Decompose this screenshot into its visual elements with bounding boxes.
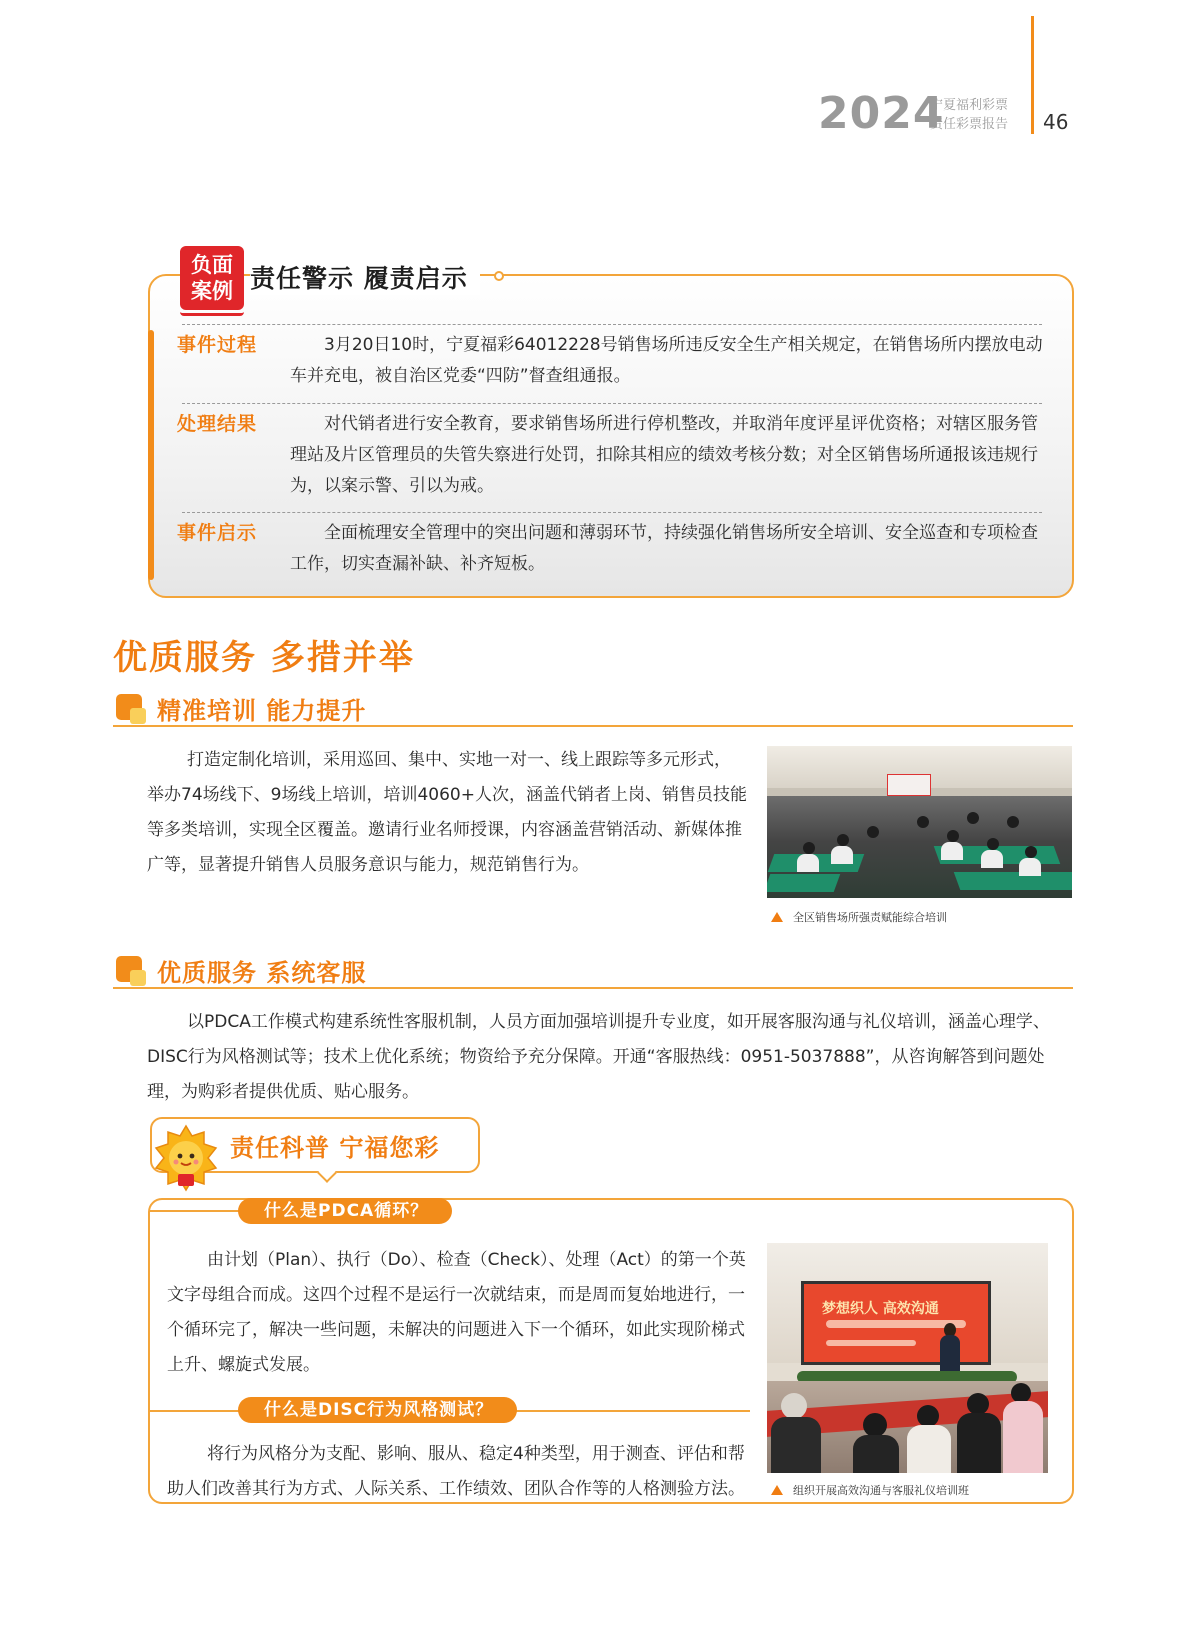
report-year: 2024	[818, 88, 945, 139]
badge-line2: 案例	[191, 279, 233, 303]
case-title-dot	[494, 271, 504, 281]
case-text-result: 对代销者进行安全教育，要求销售场所进行停机整改，并取消年度评星评优资格；对辖区服务管理站及片区管理员的失管失察进行处罚，扣除其相应的绩效考核分数；对全区销售场所通报该违规行为，以案示警、引以为戒。	[290, 414, 1038, 496]
subsection-square-icon	[116, 694, 142, 720]
pdca-paragraph: 由计划（Plan）、执行（Do）、检查（Check）、处理（Act）的第一个英文字母组合而成。这四个过程不是运行一次就结束，而是周而复始地进行，一个循环完了，解决一些问题，未解决的问题进入下一个循环，如此实现阶梯式上升、螺旋式发展。	[167, 1250, 746, 1375]
badge-book-edge	[180, 308, 244, 316]
page-number: 46	[1043, 110, 1069, 134]
caption-text: 组织开展高效沟通与客服礼仪培训班	[793, 1484, 969, 1497]
report-title-line1: 宁夏福利彩票	[930, 98, 1009, 113]
negative-case-badge	[180, 246, 244, 310]
case-separator	[182, 324, 1042, 325]
subsection-square-icon	[116, 956, 142, 982]
pdca-question-pill: 什么是PDCA循环？	[238, 1198, 452, 1224]
sun-mascot-icon	[150, 1122, 222, 1194]
training-paragraph: 打造定制化培训，采用巡回、集中、实地一对一、线上跟踪等多元形式，举办74场线下、9场线上培训，培训4060+人次，涵盖代销者上岗、销售员技能等多类培训，实现全区覆盖。邀请行业名师授课，内容涵盖营销活动、新媒体推广等，显著提升销售人员服务意识与能力，规范销售行为。	[147, 750, 747, 875]
training-photo	[767, 746, 1072, 898]
pill-connector	[150, 1210, 250, 1212]
report-title	[930, 96, 1008, 134]
subsection-title-training: 精准培训 能力提升	[157, 697, 367, 725]
service-paragraph: 以PDCA工作模式构建系统性客服机制，人员方面加强培训提升专业度，如开展客服沟通与礼仪培训，涵盖心理学、DISC行为风格测试等；技术上优化系统；物资给予充分保障。开通“客服热线：0951-5037888”，从咨询解答到问题处理，为购彩者提供优质、贴心服务。	[147, 1012, 1050, 1102]
caption-triangle-icon	[771, 912, 783, 922]
report-title-line2: 责任彩票报告	[930, 117, 1009, 132]
science-title: 责任科普 宁福您彩	[230, 1134, 440, 1162]
customer-service-training-photo	[767, 1243, 1048, 1473]
disc-question-pill: 什么是DISC行为风格测试？	[238, 1397, 517, 1423]
subsection-title-service: 优质服务 系统客服	[157, 959, 367, 987]
subsection-underline	[113, 725, 1073, 727]
subsection-underline	[113, 987, 1073, 989]
case-label-result: 处理结果	[177, 413, 258, 435]
section-title: 优质服务 多措并举	[113, 638, 415, 678]
training-photo-caption	[771, 909, 947, 925]
case-text-process: 3月20日10时，宁夏福彩64012228号销售场所违反安全生产相关规定，在销售场所内摆放电动车并充电，被自治区党委“四防”督查组通报。	[290, 335, 1043, 386]
caption-text: 全区销售场所强责赋能综合培训	[793, 911, 947, 924]
service-photo-caption	[771, 1482, 969, 1498]
case-text-insight: 全面梳理安全管理中的突出问题和薄弱环节，持续强化销售场所安全培训、安全巡查和专项检查工作，切实查漏补缺、补齐短板。	[290, 523, 1038, 574]
disc-paragraph: 将行为风格分为支配、影响、服从、稳定4种类型，用于测查、评估和帮助人们改善其行为方式、人际关系、工作绩效、团队合作等的人格测验方法。	[167, 1444, 745, 1499]
badge-line1: 负面	[191, 253, 233, 277]
case-label-process: 事件过程	[177, 334, 258, 356]
case-title: 责任警示 履责启示	[250, 259, 480, 295]
case-label-insight: 事件启示	[177, 522, 258, 544]
case-separator	[182, 403, 1042, 404]
case-accent-bar	[148, 330, 154, 580]
photo-screen	[801, 1281, 991, 1365]
photo-screen-text: 梦想织人 高效沟通	[822, 1301, 939, 1317]
header-divider	[1031, 16, 1034, 134]
caption-triangle-icon	[771, 1485, 783, 1495]
case-separator	[182, 512, 1042, 513]
